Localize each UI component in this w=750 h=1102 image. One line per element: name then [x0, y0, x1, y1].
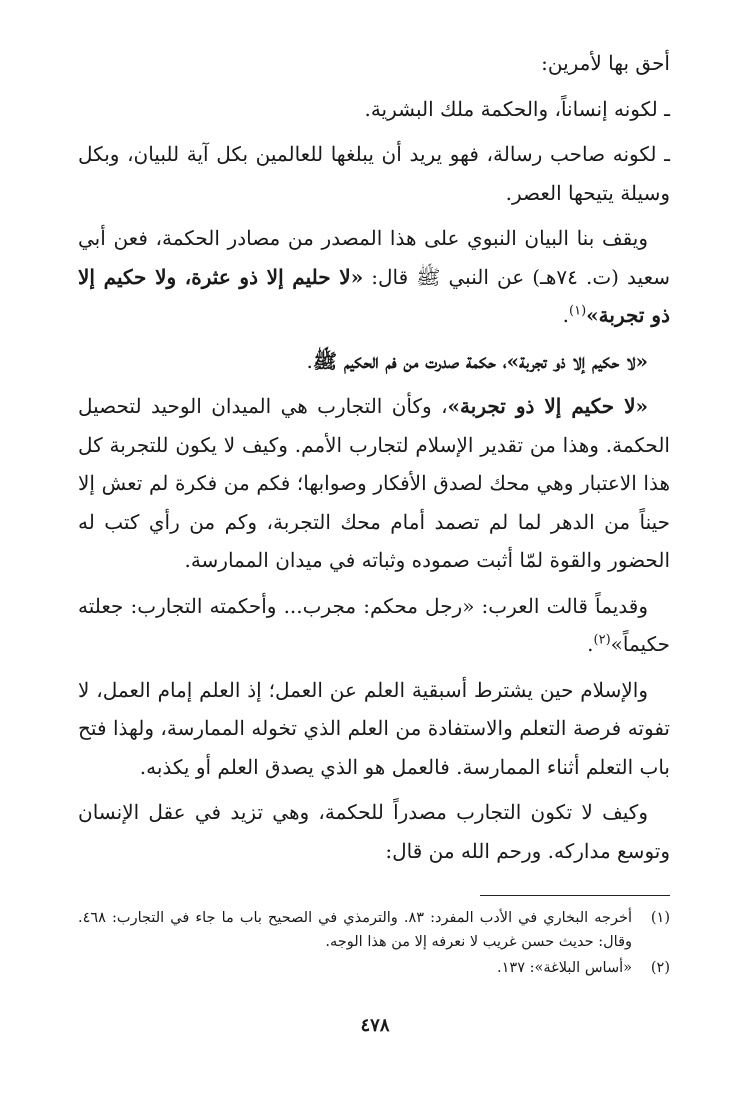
main-text [78, 44, 670, 877]
paragraph-4-end: . [562, 303, 570, 327]
paragraph-9: وكيف لا تكون التجارب مصدراً للحكمة، وهي تزيد في عقل الإنسان وتوسع مداركه. ورحم الله من قال: [78, 800, 670, 863]
paragraph-6-quote: «لا حكيم إلا ذو تجربة» [447, 394, 648, 418]
paragraph-2: ـ لكونه إنساناً، والحكمة ملك البشرية. [364, 96, 670, 121]
paragraph-4 [78, 219, 670, 335]
footnote-divider [480, 895, 670, 896]
footnotes [78, 906, 670, 982]
paragraph-6 [78, 387, 670, 580]
paragraph-1: أحق بها لأمرين: [541, 51, 670, 75]
footnote-ref-2[interactable]: (٢) [593, 632, 611, 648]
footnote-text: أخرجه البخاري في الأدب المفرد: ٨٣. والترمذي في الصحيح باب ما جاء في التجارب: ٤٦٨. وقال: حديث حسن غريب لا نعرفه إلا من هذا الوجه. [78, 910, 632, 950]
paragraph-8: والإسلام حين يشترط أسبقية العلم عن العمل؛ إذ العلم إمام العمل، لا تفوته فرصة التعلم والاستفادة من العلم الذي تخوله الممارسة، ولهذا فتح باب التعلم أثناء الممارسة. فالعمل هو الذي يصدق العلم أو يكذبه. [78, 677, 670, 779]
paragraph-5 [78, 342, 670, 381]
paragraph-5-end: . [306, 348, 313, 373]
footnote-text: «أساس البلاغة»: ١٣٧. [497, 960, 632, 976]
paragraph-6-text: ، وكأن التجارب هي الميدان الوحيد لتحصيل الحكمة. وهذا من تقدير الإسلام لتجارب الأمم. وكيف لا يكون للتجربة كل هذا الاعتبار وهي محك لصدق الأفكار وصوابها؛ فكم من فكرة لم تعش إلا حيناً من الدهر لما لم تصمد أمام محك التجربة، وكم من رأي كتب له الحضور والقوة لمّا أثبت صموده وثباته في ميدان الممارسة. [78, 394, 671, 572]
footnote-2 [78, 956, 670, 980]
paragraph-7 [78, 587, 670, 664]
hadith-quote: «لا حليم إلا ذو عثرة، ولا حكيم إلا ذو تجربة» [78, 264, 670, 327]
paragraph-7-text: وقديماً قالت العرب: «رجل محكم: مجرب... وأحكمته التجارب: جعلته حكيماً» [78, 593, 670, 656]
paragraph-7-end: . [587, 632, 594, 656]
footnote-number: (١) [650, 910, 670, 926]
paragraph-4-text: ويقف بنا البيان النبوي على هذا المصدر من مصادر الحكمة، فعن أبي سعيد (ت. ٧٤هـ) عن النبي ﷺ قال: [78, 226, 670, 289]
paragraph-3: ـ لكونه صاحب رسالة، فهو يريد أن يبلغها للعالمين بكل آية للبيان، وبكل وسيلة يتيحها العصر. [78, 142, 670, 205]
footnote-ref-1[interactable]: (١) [569, 303, 587, 319]
footnote-1 [78, 906, 670, 954]
page-number: ٤٧٨ [360, 1015, 390, 1036]
footnote-number: (٢) [650, 960, 670, 976]
wisdom-quote: «لا حكيم إلا ذو تجربة»، حكمة صدرت من فم الحكيم ﷺ [312, 348, 648, 373]
